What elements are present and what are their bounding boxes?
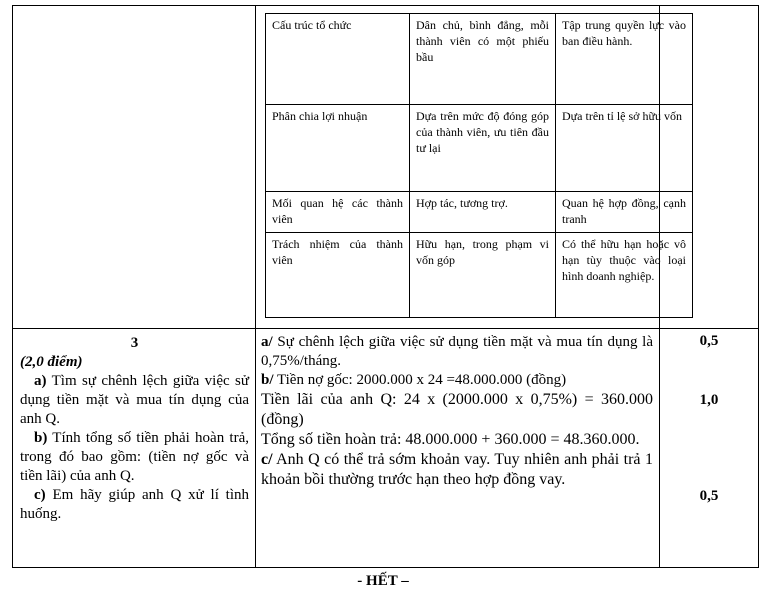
part-text: Em hãy giúp anh Q xử lí tình huống.: [20, 487, 250, 522]
answer-label: a/: [261, 334, 273, 350]
points-a: 0,5: [699, 333, 719, 349]
cooperative-cell: Hữu hạn, trong phạm vi vốn góp: [410, 233, 556, 318]
enterprise-cell: Có thể hữu hạn hoặc vô hạn tùy thuộc vào loại hình doanh nghiệp.: [556, 233, 693, 318]
answer-key-table: [12, 5, 759, 568]
comparison-row: [266, 233, 693, 318]
answer-label: c/: [261, 451, 273, 468]
comparison-row: [266, 105, 693, 192]
points-cell: [660, 329, 759, 568]
part-text: Tìm sự chênh lệch giữa việc sử dụng tiền mặt và mua tín dụng của anh Q.: [20, 373, 250, 427]
points-c: 0,5: [699, 488, 719, 504]
enterprise-cell: Quan hệ hợp đồng, cạnh tranh: [556, 192, 693, 233]
cooperative-cell: Dựa trên mức độ đóng góp của thành viên, ưu tiên đầu tư lại: [410, 105, 556, 192]
answer-a: [261, 333, 653, 371]
criterion-cell: Trách nhiệm của thành viên: [266, 233, 410, 318]
cooperative-cell: Dân chủ, bình đẳng, mỗi thành viên có một phiếu bầu: [410, 14, 556, 105]
criterion-cell: Cấu trúc tổ chức: [266, 14, 410, 105]
comparison-row: [266, 192, 693, 233]
points-b: 1,0: [699, 392, 719, 408]
answer-text: Anh Q có thể trả sớm khoản vay. Tuy nhiên anh phải trả 1 khoản bồi thường trước hạn theo hợp đồng vay.: [261, 451, 653, 488]
part-label: b): [34, 430, 48, 446]
part-label: c): [34, 487, 46, 503]
answer-text: Sự chênh lệch giữa việc sử dụng tiền mặt và mua tín dụng là 0,75%/tháng.: [261, 334, 653, 369]
criterion-cell: Phân chia lợi nhuận: [266, 105, 410, 192]
answer-c: [261, 450, 653, 490]
answer-text: Tiền nợ gốc: 2000.000 x 24 =48.000.000 (đồng): [277, 372, 567, 388]
answer-b-interest: Tiền lãi của anh Q: 24 x (2000.000 x 0,75%) = 360.000 (đồng): [261, 391, 653, 428]
enterprise-cell: Tập trung quyền lực vào ban điều hành.: [556, 14, 693, 105]
question-cell: [13, 329, 256, 568]
criterion-cell: Mối quan hệ các thành viên: [266, 192, 410, 233]
empty-points-cell: [660, 6, 759, 329]
question-part-a: [20, 372, 249, 429]
question-score: (2,0 điểm): [20, 354, 83, 370]
question-part-c: [20, 486, 249, 524]
answer-b-total: Tổng số tiền hoàn trả: 48.000.000 + 360.000 = 48.360.000.: [261, 431, 640, 448]
comparison-table: [265, 13, 693, 318]
answer-b: [261, 371, 653, 390]
comparison-cell: [256, 6, 686, 329]
table-row: [13, 6, 759, 329]
answer-cell: [256, 329, 660, 568]
part-label: a): [34, 373, 47, 389]
part-text: Tính tổng số tiền phải hoàn trả, trong đó bao gồm: (tiền nợ gốc và tiền lãi) của anh Q.: [20, 430, 249, 484]
comparison-row: [266, 14, 693, 105]
enterprise-cell: Dựa trên tỉ lệ sở hữu vốn: [556, 105, 693, 192]
question-part-b: [20, 429, 249, 486]
empty-question-cell: [13, 6, 256, 329]
cooperative-cell: Hợp tác, tương trợ.: [410, 192, 556, 233]
question-number: 3: [130, 335, 139, 351]
answer-label: b/: [261, 372, 274, 388]
table-row: [13, 329, 759, 568]
end-marker: - HẾT –: [357, 573, 409, 589]
